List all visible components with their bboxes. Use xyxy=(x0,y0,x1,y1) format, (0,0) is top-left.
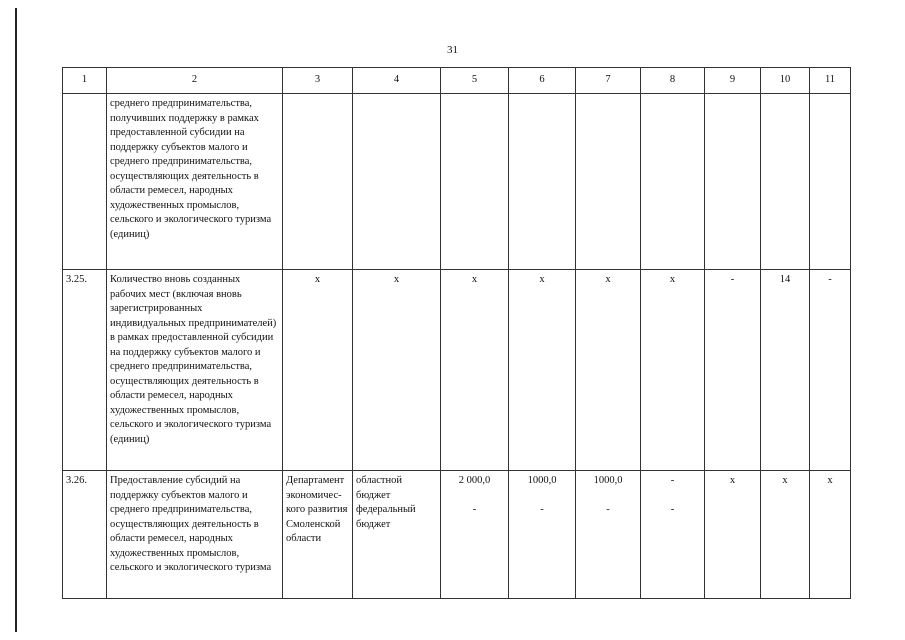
column-header: 10 xyxy=(761,68,810,94)
row-col11 xyxy=(810,94,851,270)
row-executor: Департамент экономичес-кого развития Смоленской области xyxy=(283,471,353,599)
row-col9 xyxy=(705,94,761,270)
row-col5 xyxy=(441,94,509,270)
row-col10: 14 xyxy=(761,270,810,471)
row-col6 xyxy=(509,94,576,270)
row-col7 xyxy=(576,471,641,599)
row-col7-line: - xyxy=(606,503,610,515)
table-row xyxy=(63,270,851,471)
column-header: 6 xyxy=(509,68,576,94)
row-name: Количество вновь созданных рабочих мест (включая вновь зарегистрированных индивидуальных предпринимателей) в рамках предоставленной субсидии на поддержку субъектов малого и среднего предпринимательства, осуществляющих деятельность в области ремесел, народных художественных промыслов, сельского и экологического туризма (единиц) xyxy=(107,270,283,471)
row-number: 3.25. xyxy=(63,270,107,471)
row-col11: - xyxy=(810,270,851,471)
column-header: 7 xyxy=(576,68,641,94)
row-col8-line: - xyxy=(670,475,675,486)
row-col6 xyxy=(509,471,576,599)
column-header: 3 xyxy=(283,68,353,94)
row-col5 xyxy=(441,471,509,599)
page-number: 31 xyxy=(447,44,458,56)
row-col11: х xyxy=(810,471,851,599)
row-col8: х xyxy=(641,270,705,471)
row-col5: х xyxy=(441,270,509,471)
row-source-line: федеральный бюджет xyxy=(356,504,416,530)
row-col7-line: 1000,0 xyxy=(593,475,623,486)
row-name: Предоставление субсидий на поддержку субъектов малого и среднего предпринимательства, осуществляющих деятельность в области ремесел, народных художественных промыслов, сельского и экологического туризма xyxy=(107,471,283,599)
row-executor xyxy=(283,94,353,270)
row-source xyxy=(353,471,441,599)
row-number: 3.26. xyxy=(63,471,107,599)
row-col8 xyxy=(641,94,705,270)
table-row xyxy=(63,94,851,270)
row-col5-line: 2 000,0 xyxy=(458,475,491,486)
row-source-line: областной бюджет xyxy=(356,475,402,501)
row-col9: - xyxy=(705,270,761,471)
column-header: 1 xyxy=(63,68,107,94)
row-source xyxy=(353,94,441,270)
row-col8 xyxy=(641,471,705,599)
table-header-row xyxy=(63,68,851,94)
row-col6-line: 1000,0 xyxy=(527,475,557,486)
table-row xyxy=(63,471,851,599)
row-col7 xyxy=(576,94,641,270)
column-header: 9 xyxy=(705,68,761,94)
row-col6: х xyxy=(509,270,576,471)
row-col9: х xyxy=(705,471,761,599)
column-header: 2 xyxy=(107,68,283,94)
column-header: 8 xyxy=(641,68,705,94)
row-col10: х xyxy=(761,471,810,599)
row-number xyxy=(63,94,107,270)
row-col7: х xyxy=(576,270,641,471)
column-header: 5 xyxy=(441,68,509,94)
page-margin-line xyxy=(15,8,17,632)
row-executor: х xyxy=(283,270,353,471)
column-header: 11 xyxy=(810,68,851,94)
program-table xyxy=(62,67,851,599)
row-source: х xyxy=(353,270,441,471)
row-name: среднего предпринимательства, получивших поддержку в рамках предоставленной субсидии на поддержку субъектов малого и среднего предпринимательства, осуществляющих деятельность в области ремесел, народных художественных промыслов, сельского и экологического туризма (единиц) xyxy=(107,94,283,270)
row-col8-line: - xyxy=(670,503,675,515)
row-col10 xyxy=(761,94,810,270)
row-col6-line: - xyxy=(540,503,544,515)
row-col5-line: - xyxy=(472,503,477,515)
column-header: 4 xyxy=(353,68,441,94)
